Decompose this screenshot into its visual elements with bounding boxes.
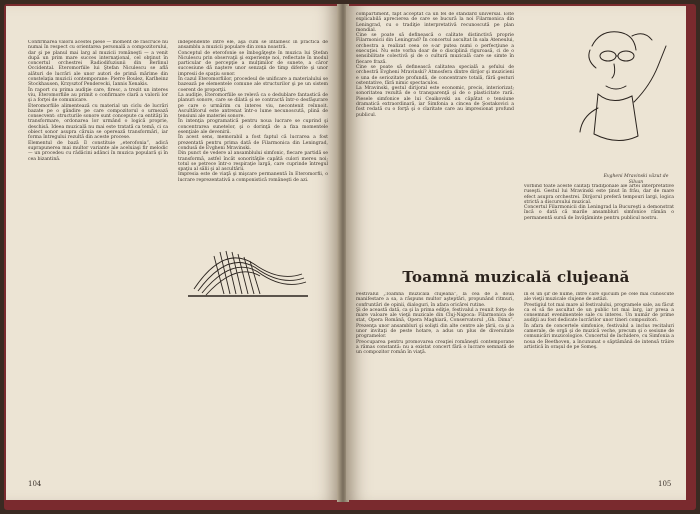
left-page-number: 104 — [28, 480, 42, 488]
right-text-column-4: în el un şir de nume, între care spicuim pe cele mai cunoscute ale vieţii muzicale clujene de astăzi. Prestigiul tot mai mare al festivalului, programele sale, au făcut ca el să fie ascultat de un public tot mai larg, iar presa a consemnat evenimentele sale cu interes. Un număr de prime audiţii au fost dedicate lucrărilor unor tineri compozitori. În afara de concertele simfonice, festivalul a inclus recitaluri camerale, de orgă şi de muzică veche, precum şi o sesiune de comunicări muzicologice. Concertul de închidere, cu Simfonia a noua de Beethoven, a încununat o săptămână de intensă trăire artistică în oraşul de pe Someş. — [524, 292, 674, 350]
right-text-column-1: compartiment, fapt acceptat ca un fel de standard universal. Este explicabilă aprecierea de care se bucură la noi Filarmonica din Leningrad, cu o tradiţie interpretativă recunoscută pe plan mondial. Cine se poate să definească o calitate distinctivă proprie Filarmonicii din Leningrad? În concertul ascultat în sala Ateneului, orchestra a realizat ceea ce s-ar putea numi o perfecţiune a execuţiei. Nu este vorba doar de o disciplină riguroasă, ci de o sensibilitate colectivă şi de o cultură muzicală care se simte în fiecare frază. Cine se poate să definească calitatea specială a şefului de orchestră Evgheni Mravinski? Atmosfera dintre dirijor şi muzicieni e una de seriozitate profundă, de concentrare totală, fără gesturi ostentative, fără nimic spectaculos. La Mravinski, gestul dirijoral este economic, precis, interiorizat; sonoritatea rezultă de o transparenţă şi de o plasticitate rară. Piesele simfonice ale lui Ceaikovski au căpătat o tensiune dramatică extraordinară, iar Simfonia a cincea de Şostakovici a fost redată cu o forţă şi o claritate care au impresionat profund publicul. — [356, 12, 514, 118]
right-text-column-3: Festivalul „Toamna muzicală clujeană”, la cea de a doua manifestare a sa, a răspuns multor aşteptări, propunând ritmuri, confruntări de opinii, dialoguri, în afara oricărei rutine. Şi de această dată, ca şi la prima ediţie, festivalul a reunit forţe de mare valoare ale vieţii muzicale din Cluj-Napoca: Filarmonica de stat, Opera Română, Opera Maghiară, Conservatorul „Gh. Dima”. Prezenţa unor ansambluri şi solişti din alte centre ale ţării, ca şi a unor invitaţi de peste hotare, a adus un plus de diversitate programelor. Preocuparea pentru promovarea creaţiei româneşti contemporane a rămas constantă: nu a existat concert fără o lucrare semnată de un compozitor român în viaţă. — [356, 292, 514, 356]
left-text-column-1: Confirmarea valorii acestei piese — moment de răscruce nu numai în respect cu orientarea personală a compozitorului, dar şi pe planul mai larg al muzicii româneşti — a venit după un prim mare succes internaţional, cel obţinut în concertul orchestrei Radiodifuziunii din Berlinul Occidental. Eteromorfiile lui Ştefan Niculescu se află alături de lucrări ale unor autori de primă mărime din constelaţia muzicii contemporane: Pierre Boulez, Karlheinz Stockhausen, Krzysztof Penderecki, Iannis Xenakis. În raport cu prima audiţie care, firesc, a trezit un interes viu, Eteromorfiile au primit o confirmare clară a valorii lor şi a forţei de comunicare. Eteromorfiile alimentează cu material un ciclu de lucrări bazate pe o gândire pe care compozitorul o urmează consecvent: structurile sonore sunt concepute ca entităţi în transformare, ordonarea lor urmând o logică proprie, deschisă. Ideea muzicală nu mai este tratată ca temă, ci ca obiect sonor asupra căruia se operează transformări, iar forma întregului rezultă din aceste procese. Elementul de bază îl constituie „eterofonia”, adică suprapunerea mai multor variante ale aceluiaşi fir melodic — un procedeu cu rădăcini adânci în muzica populară şi în cea bizantină. — [28, 40, 168, 162]
right-text-column-2: vorbind toate aceste calităţi tradiţionale ale artei interpretative ruseşti. Gestul lui Mravinski este ţinut în frâu, dar de mare efect asupra orchestrei. Dirijorul preferă tempouri largi, logica strictă a discursului muzical. Concertul Filarmonicii din Leningrad la Bucureşti a demonstrat încă o dată că marile ansambluri simfonice rămân o permanentă sursă de învăţăminte pentru publicul nostru. — [524, 184, 674, 221]
conductor-caricature-drawing — [562, 16, 672, 166]
illustration-caption: Evgheni Mravinski văzut de Silvan — [603, 174, 669, 185]
article-heading: Toamnă muzicală clujeană — [402, 268, 630, 286]
left-page — [6, 6, 340, 500]
right-page — [346, 6, 686, 500]
left-text-column-2-top: independente între ele, aşa cum se întâlnesc în practica de ansamblu a muzicii populare din zona noastră. Conceptul de eterofonie se îmbogăţeşte în muzica lui Ştefan Niculescu prin observaţii şi experienţe noi, reflectate în modul particular de percepţie a mulţimilor de sunete, a căror succesiune dă naştere unor senzaţii de timp diferite şi unor impresii de spaţiu sonor. În cazul Eteromorfiilor, procedeul de unificare a materialului se bazează pe elementele comune ale structurilor şi pe un sistem coerent de proporţii. La audiţie, Eteromorfiile se relevă ca o dedublare fantastică de planuri sonore, care se dilată şi se contractă într-o desfăşurare pe care o urmărim cu interes viu, necontenit reînnoit. Ascultătorul este antrenat într-o lume necunoscută, plină de tensiuni ale materiei sonore. În intenţia programatică pentru noua lucrare se cuprind şi concentrarea sunetelor, şi o dorinţă de a fixa momentele esenţiale ale devenirii. În acest sens, memorabil a fost faptul că lucrarea a fost prezentată pentru prima dată de Filarmonica din Leningrad, condusă de Evgheni Mravinski. Din punct de vedere al ansamblului simfonic, fiecare partidă se transformă, astfel încât sonorităţile capătă culori mereu noi; totul se petrece într-o respiraţie largă, care cuprinde întregul spaţiu al sălii şi al ascultării. Impresia este de viaţă şi mişcare permanentă în Eteromorfii, o lucrare reprezentativă a componistică româneşti de azi. — [178, 40, 328, 183]
line-drawing-illustration — [184, 234, 314, 304]
right-page-number: 105 — [658, 480, 672, 488]
